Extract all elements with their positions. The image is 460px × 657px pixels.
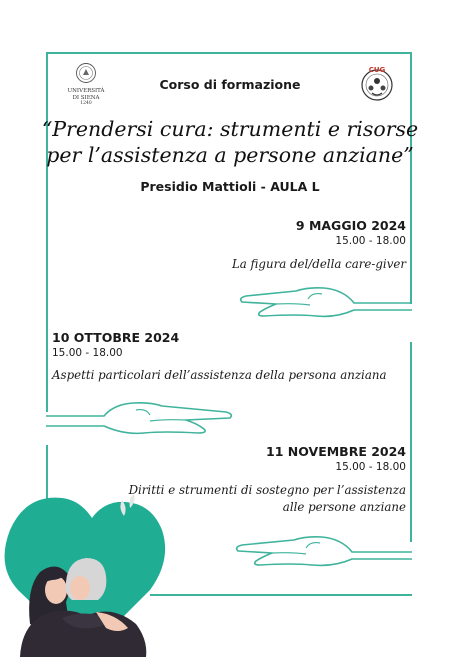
venue-label: Presidio Mattioli - AULA L [140,179,320,194]
heart-hug-illustration [0,490,180,657]
open-hand-illustration-2 [46,396,236,444]
session-1-time: 15.00 - 18.00 [335,235,406,247]
session-3-time: 15.00 - 18.00 [335,461,406,473]
session-3-topic-line-1: Diritti e strumenti di sostegno per l’assistenza [128,483,406,497]
frame-line-bottom [150,594,412,596]
frame-line-top [46,52,412,54]
page-title [30,116,430,168]
session-2-time: 15.00 - 18.00 [52,347,123,359]
cug-letters: CUG [368,66,386,74]
session-2-topic: Aspetti particolari dell’assistenza della persona anziana [52,368,387,382]
university-year: 1240 [80,101,92,106]
course-label: Corso di formazione [159,77,301,92]
frame-line-left-middle [46,52,48,412]
title-line-1: “Prendersi cura: strumenti e risorse [41,117,419,141]
open-hand-illustration-1 [236,278,412,326]
session-2-date: 10 OTTOBRE 2024 [52,330,180,345]
session-3-date: 11 NOVEMBRE 2024 [266,444,406,459]
session-1-date: 9 MAGGIO 2024 [295,218,406,233]
title-line-2: per l’assistenza a persone anziane” [46,143,414,167]
session-1-topic: La figura del/della care-giver [231,257,406,271]
open-hand-illustration-3 [230,526,412,574]
session-3-topic-line-2: alle persone anziane [282,500,406,514]
university-name-line2: DI SIENA [72,94,100,101]
session-2 [52,330,412,384]
university-name-line1: UNIVERSITÀ [67,88,105,94]
session-1 [76,218,406,273]
